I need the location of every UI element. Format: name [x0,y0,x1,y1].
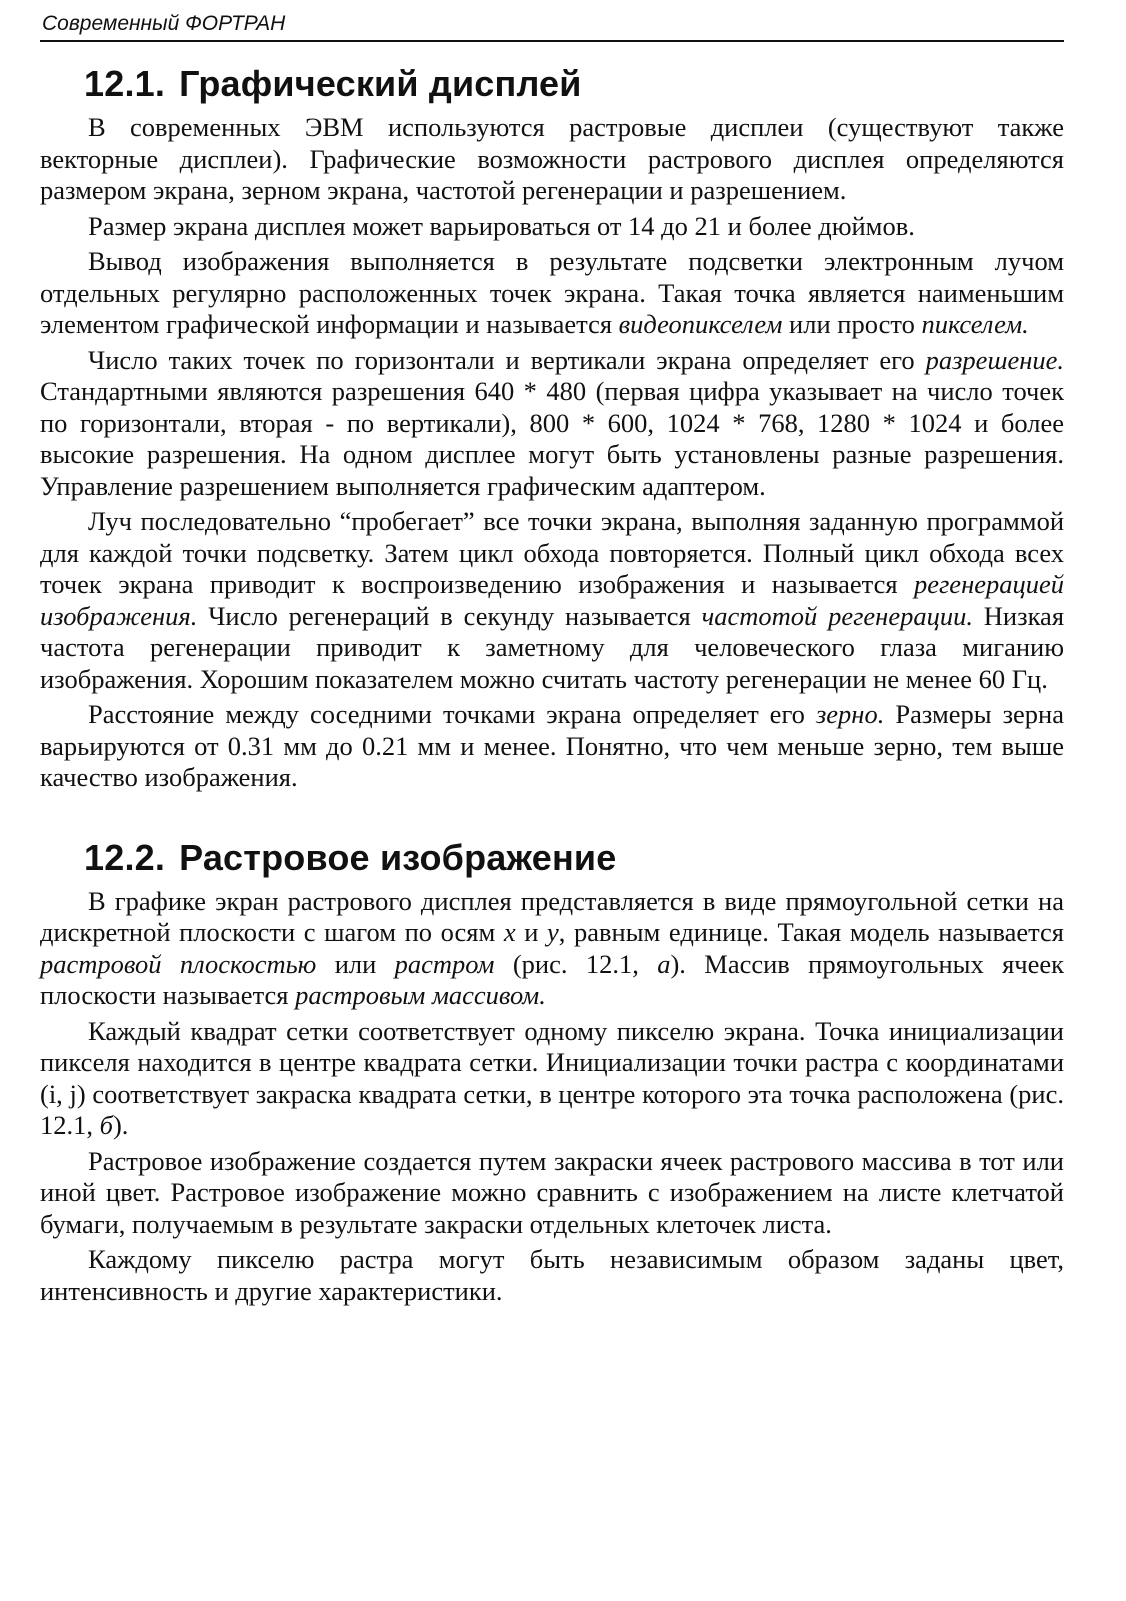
text-run: Каждый квадрат сетки соответствует одному пикселю экрана. Точка инициализации пикселя находится в центре квадрата сетки. Инициализации точки растра с координатами (i, j) соответствует закраска квадрата сетки, в центре которого эта точка расположена (рис. 12.1, [40,1015,1064,1140]
section-title: Графический дисплей [179,63,582,104]
running-head: Современный ФОРТРАН [40,10,1064,42]
paragraph [40,886,1064,1012]
italic-term: растровым массивом. [295,980,546,1010]
text-run: Расстояние между соседними точками экрана определяет его [88,699,816,729]
text-run: Низкая частота регенерации приводит к заметному для человеческого глаза миганию изображения. Хорошим показателем можно считать частоту регенерации не менее 60 Гц. [40,600,1065,694]
text-run: Луч последовательно “пробегает” все точки экрана, выполняя заданную программой для каждой точки подсветку. Затем цикл обхода повторяется. Полный цикл обхода всех точек экрана приводит к воспроизведению изображения и называется [40,506,1064,599]
section-body [40,886,1064,1308]
paragraph [40,1016,1064,1142]
italic-term: зерно. [815,699,885,729]
italic-term: б [99,1110,113,1140]
italic-term: регенерацией изображения. [40,569,1064,631]
text-run: (рис. 12.1, [494,948,658,979]
text-run: Растровое изображение создается путем закраски ячеек растрового массива в тот или иной цвет. Растровое изображение можно сравнить с изображением на листе клетчатой бумаги, получаемым в результате закраски отдельных клеточек листа. [40,1145,1064,1239]
text-run: или просто [782,309,922,339]
paragraph [40,345,1064,503]
section-heading [84,64,1064,104]
section-heading [84,838,1064,878]
text-run: Размер экрана дисплея может варьироваться от 14 до 21 и более дюймов. [88,210,915,241]
italic-term: частотой регенерации. [701,600,973,631]
text-run: ). [112,1110,129,1140]
text-run: Размеры зерна варьируются от 0.31 мм до 0.21 мм и менее. Понятно, что чем меньше зерно, тем выше качество изображения. [40,699,1065,792]
paragraph [40,1244,1064,1307]
italic-term: разрешение. [925,344,1064,375]
text-run: В современных ЭВМ используются растровые дисплеи (существуют также векторные дисплеи). Графические возможности растрового дисплея определяются размером экрана, зерном экрана, частотой регенерации и разрешением. [40,112,1064,205]
text-run: В графике экран растрового дисплея представляется в виде прямоугольной сетки на дискретной плоскости с шагом по осям [40,885,1064,947]
section-body [40,112,1064,794]
text-run: Стандартными являются разрешения 640 * 480 (первая цифра указывает на число точек по горизонтали, вторая - по вертикали), 800 * 600, 1024 * 768, 1280 * 1024 и более высокие разрешения. На одном дисплее могут быть установлены разные разрешения. Управление разрешением выполняется графическим адаптером. [40,376,1064,501]
section-number: 12.1. [84,63,166,104]
text-run: Вывод изображения выполняется в результате подсветки электронным лучом отдельных регулярно расположенных точек экрана. Такая точка является наименьшим элементом графической информации и называется [40,246,1064,339]
text-run: ). Массив прямоугольных ячеек плоскости называется [40,948,1064,1010]
text-run: Каждому пикселю растра могут быть независимым образом заданы цвет, интенсивность и другие характеристики. [40,1244,1064,1306]
paragraph [40,112,1064,207]
paragraph [40,506,1064,695]
text-run: или [316,948,395,979]
italic-term: растровой плоскостью [40,948,317,979]
paragraph [40,699,1064,794]
section-title: Растровое изображение [179,836,617,878]
italic-term: y [547,917,559,947]
text-run: Число таких точек по горизонтали и вертикали экрана определяет его [88,344,926,375]
italic-term: а [657,948,671,979]
italic-term: видеопикселем [618,309,783,339]
paragraph [40,1146,1064,1241]
paragraph [40,211,1064,243]
section-12-1 [40,64,1064,794]
book-page [40,10,1064,1311]
paragraph [40,246,1064,341]
italic-term: x [503,917,516,947]
text-run: и [515,917,548,947]
italic-term: растром [394,948,495,979]
section-number: 12.2. [84,836,166,878]
italic-term: пикселем. [921,309,1029,339]
text-run: Число регенераций в секунду называется [197,600,702,631]
text-run: , равным единице. Такая модель называется [558,917,1064,947]
section-12-2 [40,838,1064,1308]
